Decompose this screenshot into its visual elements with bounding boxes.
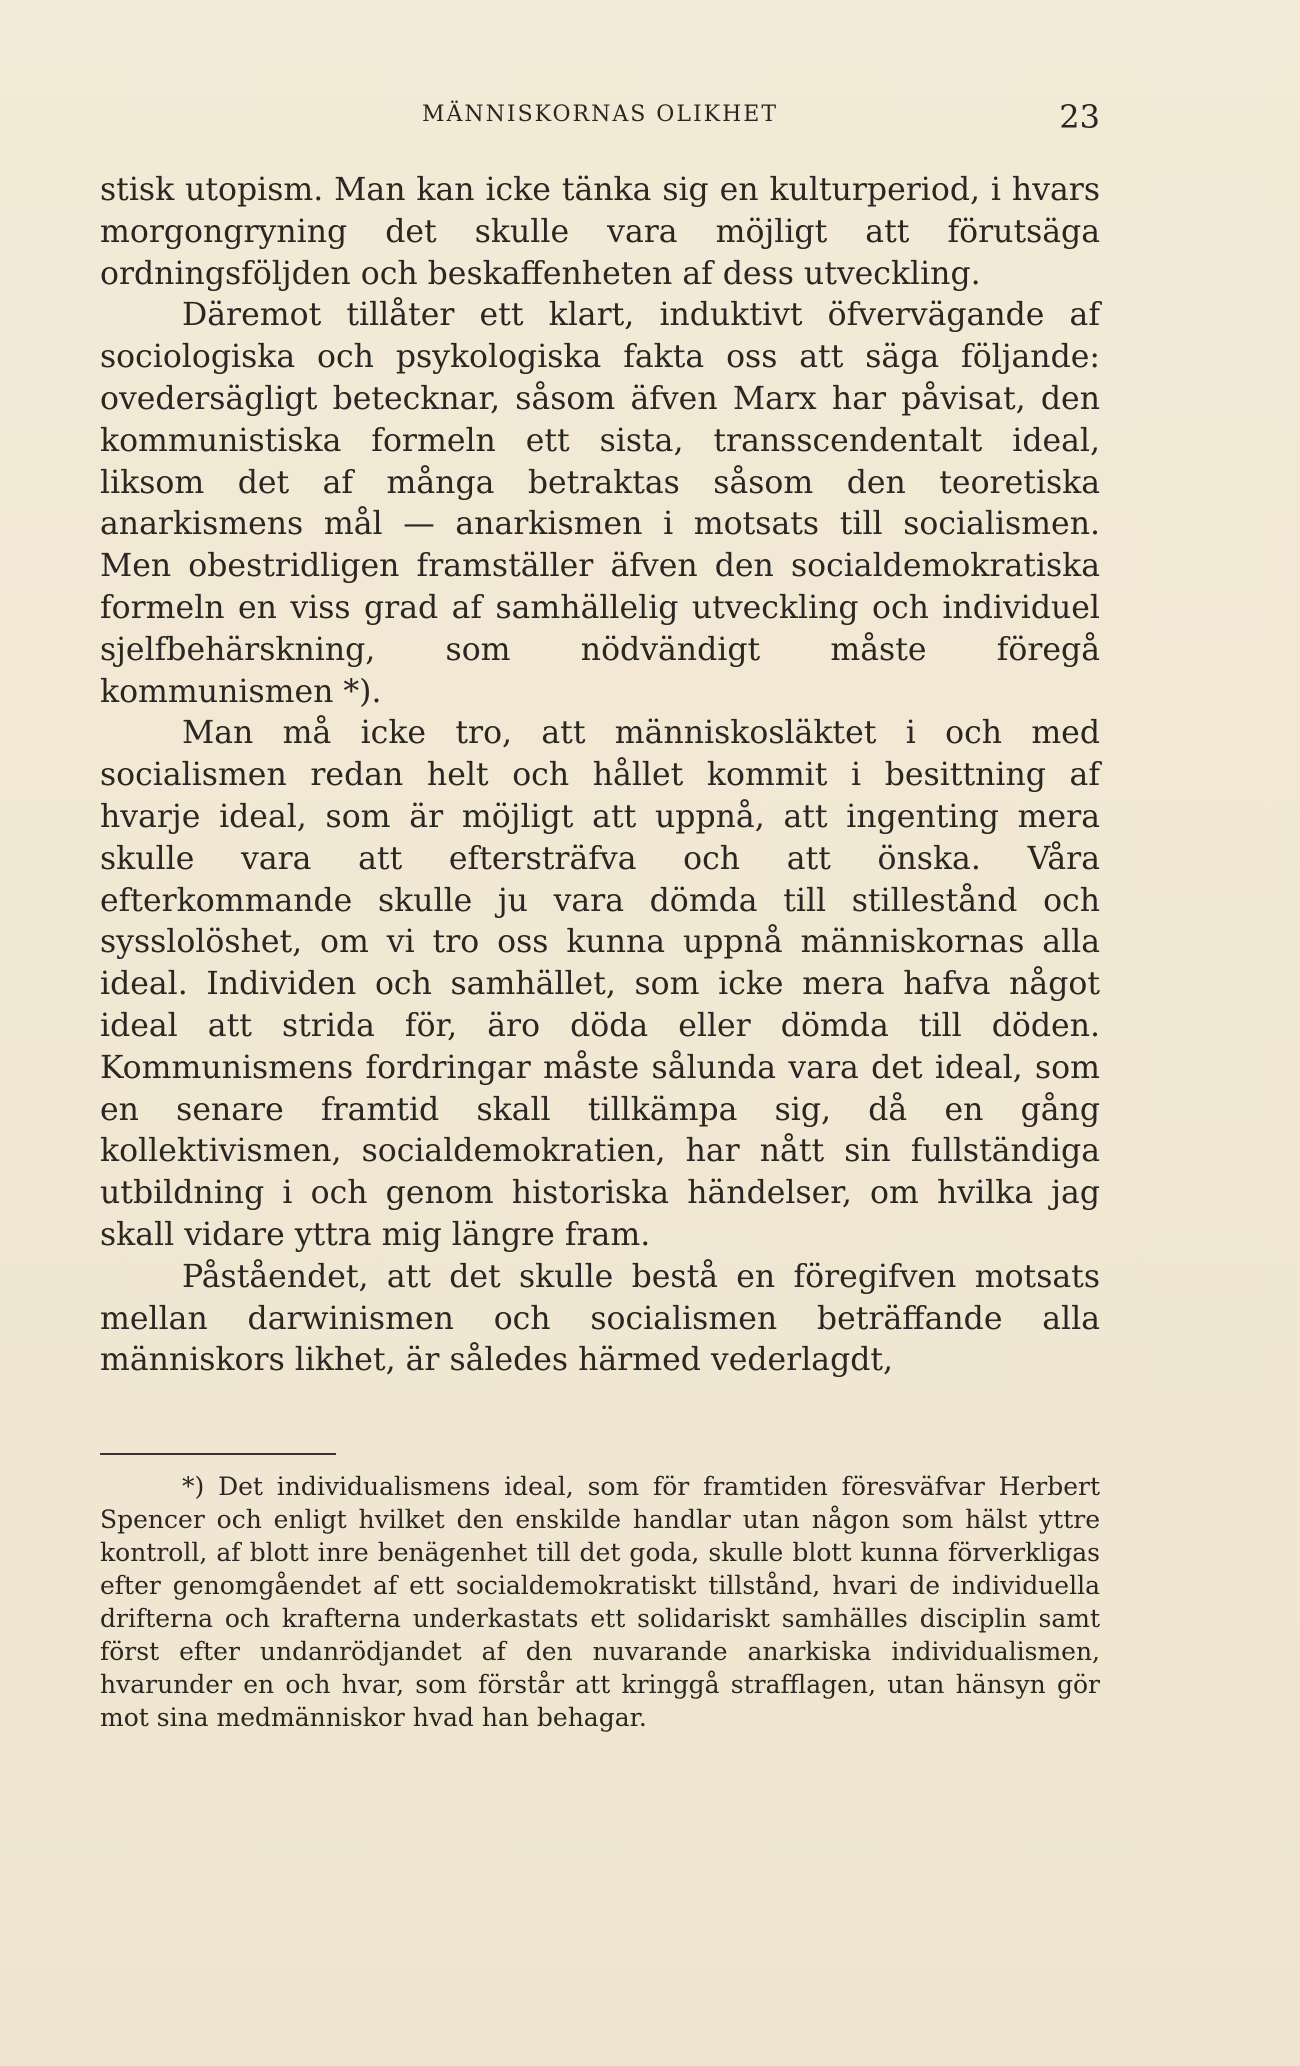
paragraph: Påståendet, att det skulle bestå en föregifven motsats mellan darwinismen och socialismen beträffande alla människors likhet, är således härmed vederlagdt, [100,1258,1100,1379]
page-header [100,98,1100,138]
footnote: *) Det individualismens ideal, som för framtiden föresväfvar Herbert Spencer och enligt hvilket den enskilde handlar utan någon som hälst yttre kontroll, af blott inre benägenhet till det goda, skulle blott kunna förverkligas efter genomgåendet af ett socialdemokratiskt tillstånd, hvari de individuella drifterna och krafterna underkastats ett solidariskt samhälles disciplin samt först efter undanrödjandet af den nuvarande anarkiska individualismen, hvarunder en och hvar, som förstår att kringgå strafflagen, utan hänsyn gör mot sina medmänniskor hvad han behagar. [100,1472,1100,1732]
footnote-rule [100,1453,336,1455]
paragraph-continued: stisk utopism. Man kan icke tänka sig en kulturperiod, i hvars morgongryning det skulle vara möjligt att förutsäga ordningsföljden och beskaffenheten af dess utveckling. [100,172,1100,292]
body-text [100,170,1100,1382]
paragraph: Man må icke tro, att människosläktet i och med socialismen redan helt och hållet kommit i besittning af hvarje ideal, som är möjligt att uppnå, att ingenting mera skulle vara att eftersträfva och att önska. Våra efterkommande skulle ju vara dömda till stillestånd och sysslolöshet, om vi tro oss kunna uppnå människornas alla ideal. Individen och samhället, som icke mera hafva något ideal att strida för, äro döda eller dömda till döden. Kommunismens fordringar måste sålunda vara det ideal, som en senare framtid skall tillkämpa sig, då en gång kollektivismen, socialdemokratien, har nått sin fullständiga utbildning i och genom historiska händelser, om hvilka jag skall vidare yttra mig längre fram. [100,715,1100,1253]
running-title: MÄNNISKORNAS OLIKHET [421,102,778,127]
page-number: 23 [1059,98,1100,136]
paragraph: Däremot tillåter ett klart, induktivt öfvervägande af sociologiska och psykologiska fakta oss att säga följande: ovedersägligt betecknar, såsom äfven Marx har påvisat, den kommunistiska formeln ett sista, transscendentalt ideal, liksom det af många betraktas såsom den teoretiska anarkismens mål — anarkismen i motsats till socialismen. Men obestridligen framställer äfven den socialdemokratiska formeln en viss grad af samhällelig utveckling och individuel sjelfbehärskning, som nödvändigt måste föregå kommunismen *). [100,297,1100,710]
